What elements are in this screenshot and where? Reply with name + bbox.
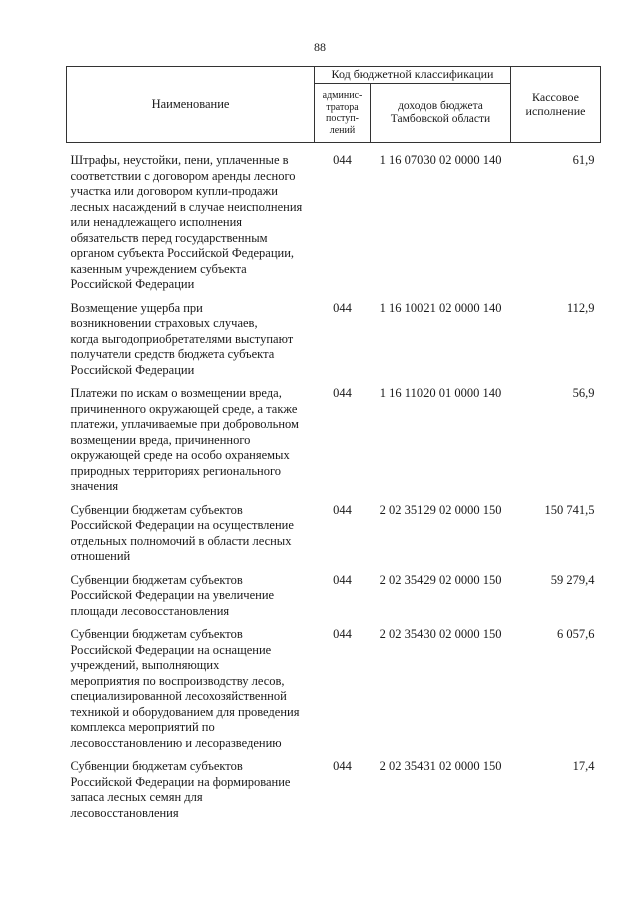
header-cash-line-1: Кассовое xyxy=(532,89,579,104)
table-row xyxy=(67,565,601,620)
row-name-line: значения xyxy=(70,479,119,493)
row-name-line: платежи, уплачиваемые при добровольном xyxy=(70,417,299,431)
row-name xyxy=(67,565,315,620)
row-cash-amount: 59 279,4 xyxy=(550,572,595,587)
row-name-line: казенным учреждением субъекта xyxy=(70,261,247,276)
row-name-line: Возмещение ущерба при xyxy=(70,300,203,315)
row-name-line: техникой и оборудованием для проведения xyxy=(70,704,300,719)
row-name-line: Субвенции бюджетам субъектов xyxy=(70,759,243,773)
row-income-code: 1 16 11020 01 0000 140 xyxy=(379,386,502,400)
row-name-line: запаса лесных семян для xyxy=(70,790,203,804)
header-code-group: Код бюджетной классификации xyxy=(315,67,511,84)
row-admin-code: 044 xyxy=(333,386,352,400)
row-name-line: комплекса мероприятий по xyxy=(70,720,215,734)
header-income-line-2: Тамбовской области xyxy=(390,113,491,125)
row-name-line: отдельных полномочий в области лесных xyxy=(70,533,292,548)
row-name-line: соответствии с договором аренды лесного xyxy=(70,168,296,183)
row-name-line: когда выгодоприобретателями выступают xyxy=(70,331,294,346)
row-cash-amount: 6 057,6 xyxy=(557,627,595,641)
table-row xyxy=(67,143,601,293)
row-name-line: получатели средств бюджета субъекта xyxy=(70,347,275,361)
row-name-line: причиненного окружающей среде, а также xyxy=(70,401,298,416)
row-cash-amount: 61,9 xyxy=(572,153,595,167)
table-row xyxy=(67,495,601,565)
row-admin-code: 044 xyxy=(333,300,352,315)
row-cash-amount: 150 741,5 xyxy=(544,502,595,517)
header-income-line-1: доходов бюджета xyxy=(398,99,483,112)
row-name xyxy=(67,751,315,821)
header-admin-line-3: поступ- xyxy=(326,113,359,124)
row-name-line: мероприятия по воспроизводству лесов, xyxy=(70,673,285,688)
page-number: 88 xyxy=(314,40,326,54)
row-name-line: Субвенции бюджетам субъектов xyxy=(70,502,243,517)
row-admin-code: 044 xyxy=(333,572,352,587)
row-name-line: или ненадлежащего исполнения xyxy=(70,215,243,229)
row-name-line: Субвенции бюджетам субъектов xyxy=(70,627,243,641)
row-name-line: отношений xyxy=(70,549,131,563)
row-name xyxy=(67,495,315,565)
row-name-line: Российской Федерации на оснащение xyxy=(70,642,272,657)
row-name-line: лесовосстановления xyxy=(70,805,179,820)
row-admin-code: 044 xyxy=(333,153,352,167)
header-cash-execution xyxy=(511,67,601,143)
table-body xyxy=(67,143,601,822)
row-income-code: 2 02 35429 02 0000 150 xyxy=(379,572,502,587)
row-income-code: 2 02 35431 02 0000 150 xyxy=(379,759,502,773)
row-admin-code: 044 xyxy=(333,502,352,517)
row-admin-code: 044 xyxy=(333,627,352,641)
header-cash-line-2: исполнение xyxy=(525,103,586,118)
row-name-line: учреждений, выполняющих xyxy=(70,658,220,672)
row-name-line: Субвенции бюджетам субъектов xyxy=(70,572,243,587)
row-name-line: Штрафы, неустойки, пени, уплаченные в xyxy=(70,153,289,167)
row-name-line: возникновении страховых случаев, xyxy=(70,316,258,330)
row-name-line: участка или договором купли-продажи xyxy=(70,184,278,198)
row-name-line: Российской Федерации на формирование xyxy=(70,774,291,789)
header-admin-line-2: тратора xyxy=(326,101,359,113)
row-cash-amount: 56,9 xyxy=(572,386,595,400)
row-name-line: площади лесовосстановления xyxy=(70,603,230,618)
row-income-code: 1 16 10021 02 0000 140 xyxy=(379,300,502,315)
row-cash-amount: 112,9 xyxy=(566,300,595,315)
row-name-line: окружающей среде на особо охраняемых xyxy=(70,448,290,462)
header-administrator xyxy=(315,84,371,143)
row-name-line: обязательств перед государственным xyxy=(70,230,268,245)
row-name-line: органом субъекта Российской Федерации, xyxy=(70,246,295,260)
table-row xyxy=(67,293,601,379)
budget-revenue-table xyxy=(66,66,601,821)
row-income-code: 2 02 35129 02 0000 150 xyxy=(379,502,502,517)
row-income-code: 2 02 35430 02 0000 150 xyxy=(379,627,502,641)
table-row xyxy=(67,378,601,495)
row-cash-amount: 17,4 xyxy=(572,759,595,773)
row-name-line: природных территориях регионального xyxy=(70,463,282,478)
row-name-line: лесных насаждений в случае неисполнения xyxy=(70,199,303,214)
row-name-line: лесовосстановлению и лесоразведению xyxy=(70,735,282,750)
row-name-line: возмещении вреда, причиненного xyxy=(70,432,251,447)
row-name-line: Платежи по искам о возмещении вреда, xyxy=(70,386,282,400)
row-name-line: Российской Федерации на осуществление xyxy=(70,518,294,532)
row-name xyxy=(67,619,315,751)
row-name-line: специализированной лесохозяйственной xyxy=(70,689,287,703)
row-name-line: Российской Федерации на увеличение xyxy=(70,588,275,602)
table-row xyxy=(67,619,601,751)
row-admin-code: 044 xyxy=(333,759,352,773)
table-row xyxy=(67,751,601,821)
row-name xyxy=(67,378,315,495)
header-admin-line-4: лений xyxy=(329,124,356,136)
row-name-line: Российской Федерации xyxy=(70,277,195,291)
row-name-line: Российской Федерации xyxy=(70,362,195,377)
header-name: Наименование xyxy=(67,67,315,143)
row-income-code: 1 16 07030 02 0000 140 xyxy=(379,153,502,167)
header-income-code xyxy=(371,84,511,143)
row-name xyxy=(67,143,315,293)
row-name xyxy=(67,293,315,379)
header-admin-line-1: админис- xyxy=(322,90,363,101)
